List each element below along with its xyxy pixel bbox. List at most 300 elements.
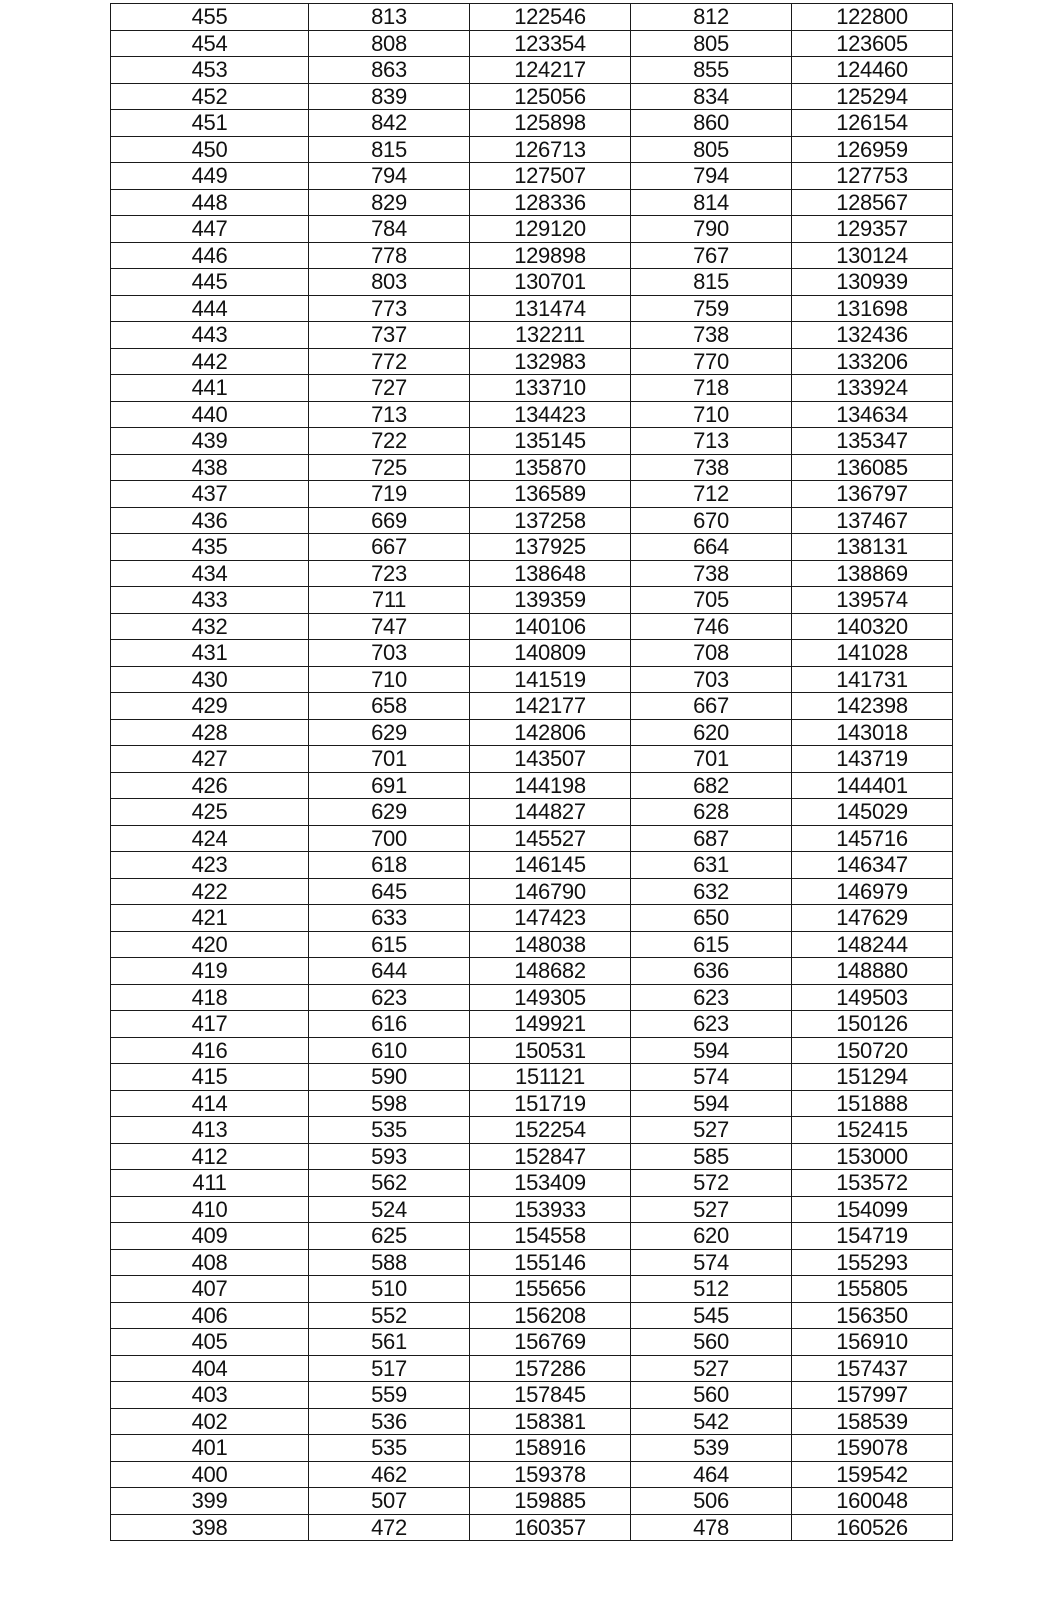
cumulative-cell-b: 155293: [792, 1249, 953, 1276]
count-cell-b: 834: [631, 83, 792, 110]
table-row: [111, 1488, 953, 1515]
count-cell-b: 718: [631, 375, 792, 402]
count-cell-b: 767: [631, 242, 792, 269]
count-cell-a: 725: [309, 454, 470, 481]
count-cell-b: 805: [631, 30, 792, 57]
cumulative-cell-a: 156769: [470, 1329, 631, 1356]
count-cell-b: 506: [631, 1488, 792, 1515]
cumulative-cell-a: 129898: [470, 242, 631, 269]
cumulative-cell-b: 154099: [792, 1196, 953, 1223]
cumulative-cell-a: 159378: [470, 1461, 631, 1488]
score-cell: 438: [111, 454, 309, 481]
table-row: [111, 481, 953, 508]
table-row: [111, 534, 953, 561]
count-cell-a: 794: [309, 163, 470, 190]
score-cell: 412: [111, 1143, 309, 1170]
cumulative-cell-a: 125898: [470, 110, 631, 137]
cumulative-cell-a: 152847: [470, 1143, 631, 1170]
table-row: [111, 852, 953, 879]
count-cell-a: 723: [309, 560, 470, 587]
count-cell-b: 705: [631, 587, 792, 614]
cumulative-cell-b: 160526: [792, 1514, 953, 1541]
cumulative-cell-a: 125056: [470, 83, 631, 110]
score-cell: 409: [111, 1223, 309, 1250]
cumulative-cell-a: 153409: [470, 1170, 631, 1197]
count-cell-b: 710: [631, 401, 792, 428]
count-cell-a: 588: [309, 1249, 470, 1276]
cumulative-cell-b: 144401: [792, 772, 953, 799]
cumulative-cell-b: 126959: [792, 136, 953, 163]
score-cell: 405: [111, 1329, 309, 1356]
cumulative-cell-b: 141028: [792, 640, 953, 667]
table-row: [111, 1355, 953, 1382]
count-cell-b: 464: [631, 1461, 792, 1488]
cumulative-cell-a: 151719: [470, 1090, 631, 1117]
score-cell: 419: [111, 958, 309, 985]
count-cell-a: 839: [309, 83, 470, 110]
score-cell: 422: [111, 878, 309, 905]
cumulative-cell-a: 129120: [470, 216, 631, 243]
table-row: [111, 163, 953, 190]
score-cell: 453: [111, 57, 309, 84]
table-row: [111, 1461, 953, 1488]
count-cell-b: 527: [631, 1355, 792, 1382]
cumulative-cell-a: 139359: [470, 587, 631, 614]
score-cell: 408: [111, 1249, 309, 1276]
score-cell: 439: [111, 428, 309, 455]
score-cell: 416: [111, 1037, 309, 1064]
cumulative-cell-b: 151294: [792, 1064, 953, 1091]
count-cell-b: 594: [631, 1037, 792, 1064]
cumulative-cell-a: 145527: [470, 825, 631, 852]
count-cell-a: 590: [309, 1064, 470, 1091]
count-cell-a: 644: [309, 958, 470, 985]
score-cell: 406: [111, 1302, 309, 1329]
count-cell-b: 738: [631, 560, 792, 587]
table-row: [111, 242, 953, 269]
cumulative-cell-a: 157845: [470, 1382, 631, 1409]
score-cell: 455: [111, 4, 309, 31]
cumulative-cell-b: 159078: [792, 1435, 953, 1462]
cumulative-cell-a: 134423: [470, 401, 631, 428]
cumulative-cell-a: 151121: [470, 1064, 631, 1091]
cumulative-cell-a: 123354: [470, 30, 631, 57]
cumulative-cell-a: 159885: [470, 1488, 631, 1515]
cumulative-cell-b: 146347: [792, 852, 953, 879]
score-cell: 424: [111, 825, 309, 852]
count-cell-b: 620: [631, 1223, 792, 1250]
table-row: [111, 560, 953, 587]
table-row: [111, 693, 953, 720]
cumulative-cell-b: 145029: [792, 799, 953, 826]
cumulative-cell-b: 148880: [792, 958, 953, 985]
table-row: [111, 984, 953, 1011]
table-row: [111, 189, 953, 216]
score-cell: 431: [111, 640, 309, 667]
count-cell-a: 535: [309, 1435, 470, 1462]
table-row: [111, 878, 953, 905]
table-row: [111, 322, 953, 349]
count-cell-b: 687: [631, 825, 792, 852]
score-cell: 433: [111, 587, 309, 614]
count-cell-a: 536: [309, 1408, 470, 1435]
cumulative-cell-a: 148038: [470, 931, 631, 958]
cumulative-cell-b: 150720: [792, 1037, 953, 1064]
score-cell: 417: [111, 1011, 309, 1038]
cumulative-cell-a: 155656: [470, 1276, 631, 1303]
count-cell-a: 561: [309, 1329, 470, 1356]
count-cell-b: 478: [631, 1514, 792, 1541]
cumulative-cell-b: 140320: [792, 613, 953, 640]
count-cell-b: 628: [631, 799, 792, 826]
score-cell: 452: [111, 83, 309, 110]
score-cell: 442: [111, 348, 309, 375]
count-cell-a: 462: [309, 1461, 470, 1488]
table-row: [111, 746, 953, 773]
cumulative-cell-a: 135145: [470, 428, 631, 455]
count-cell-a: 691: [309, 772, 470, 799]
count-cell-b: 623: [631, 984, 792, 1011]
cumulative-cell-b: 151888: [792, 1090, 953, 1117]
cumulative-cell-b: 130939: [792, 269, 953, 296]
cumulative-cell-b: 154719: [792, 1223, 953, 1250]
cumulative-cell-b: 137467: [792, 507, 953, 534]
cumulative-cell-b: 153572: [792, 1170, 953, 1197]
score-cell: 398: [111, 1514, 309, 1541]
cumulative-cell-a: 132983: [470, 348, 631, 375]
score-cell: 445: [111, 269, 309, 296]
score-cell: 404: [111, 1355, 309, 1382]
score-cell: 427: [111, 746, 309, 773]
cumulative-cell-a: 143507: [470, 746, 631, 773]
count-cell-b: 539: [631, 1435, 792, 1462]
count-cell-a: 713: [309, 401, 470, 428]
cumulative-cell-a: 146790: [470, 878, 631, 905]
table-row: [111, 1090, 953, 1117]
count-cell-a: 625: [309, 1223, 470, 1250]
score-cell: 414: [111, 1090, 309, 1117]
cumulative-cell-b: 159542: [792, 1461, 953, 1488]
count-cell-b: 746: [631, 613, 792, 640]
score-cell: 440: [111, 401, 309, 428]
cumulative-cell-b: 139574: [792, 587, 953, 614]
score-cell: 425: [111, 799, 309, 826]
cumulative-cell-b: 128567: [792, 189, 953, 216]
count-cell-a: 703: [309, 640, 470, 667]
table-row: [111, 719, 953, 746]
count-cell-a: 863: [309, 57, 470, 84]
count-cell-a: 700: [309, 825, 470, 852]
count-cell-b: 790: [631, 216, 792, 243]
cumulative-cell-b: 148244: [792, 931, 953, 958]
score-cell: 430: [111, 666, 309, 693]
score-cell: 434: [111, 560, 309, 587]
table-row: [111, 1117, 953, 1144]
count-cell-a: 616: [309, 1011, 470, 1038]
table-row: [111, 30, 953, 57]
table-row: [111, 1170, 953, 1197]
count-cell-a: 737: [309, 322, 470, 349]
cumulative-cell-a: 144198: [470, 772, 631, 799]
count-cell-b: 623: [631, 1011, 792, 1038]
table-row: [111, 905, 953, 932]
cumulative-cell-b: 135347: [792, 428, 953, 455]
table-row: [111, 401, 953, 428]
count-cell-b: 636: [631, 958, 792, 985]
count-cell-a: 615: [309, 931, 470, 958]
cumulative-cell-a: 136589: [470, 481, 631, 508]
score-cell: 448: [111, 189, 309, 216]
count-cell-a: 711: [309, 587, 470, 614]
cumulative-cell-b: 138869: [792, 560, 953, 587]
cumulative-cell-b: 156350: [792, 1302, 953, 1329]
score-cell: 421: [111, 905, 309, 932]
cumulative-cell-b: 158539: [792, 1408, 953, 1435]
count-cell-a: 778: [309, 242, 470, 269]
cumulative-cell-b: 142398: [792, 693, 953, 720]
table-body: [111, 4, 953, 1541]
cumulative-cell-b: 130124: [792, 242, 953, 269]
table-row: [111, 772, 953, 799]
cumulative-cell-a: 126713: [470, 136, 631, 163]
count-cell-b: 574: [631, 1064, 792, 1091]
count-cell-b: 594: [631, 1090, 792, 1117]
cumulative-cell-b: 156910: [792, 1329, 953, 1356]
count-cell-b: 542: [631, 1408, 792, 1435]
score-cell: 435: [111, 534, 309, 561]
count-cell-a: 559: [309, 1382, 470, 1409]
table-row: [111, 1143, 953, 1170]
cumulative-cell-b: 160048: [792, 1488, 953, 1515]
count-cell-b: 703: [631, 666, 792, 693]
count-cell-b: 527: [631, 1117, 792, 1144]
table-row: [111, 1408, 953, 1435]
count-cell-b: 650: [631, 905, 792, 932]
count-cell-a: 727: [309, 375, 470, 402]
cumulative-cell-a: 122546: [470, 4, 631, 31]
cumulative-cell-a: 133710: [470, 375, 631, 402]
score-cell: 399: [111, 1488, 309, 1515]
score-distribution-table: [110, 3, 953, 1541]
table-row: [111, 507, 953, 534]
count-cell-a: 633: [309, 905, 470, 932]
count-cell-b: 712: [631, 481, 792, 508]
score-cell: 418: [111, 984, 309, 1011]
cumulative-cell-a: 140106: [470, 613, 631, 640]
table-row: [111, 931, 953, 958]
cumulative-cell-b: 131698: [792, 295, 953, 322]
table-row: [111, 83, 953, 110]
score-cell: 454: [111, 30, 309, 57]
count-cell-a: 618: [309, 852, 470, 879]
cumulative-cell-b: 122800: [792, 4, 953, 31]
count-cell-a: 784: [309, 216, 470, 243]
cumulative-cell-a: 130701: [470, 269, 631, 296]
cumulative-cell-b: 132436: [792, 322, 953, 349]
count-cell-b: 585: [631, 1143, 792, 1170]
cumulative-cell-a: 127507: [470, 163, 631, 190]
cumulative-cell-b: 136085: [792, 454, 953, 481]
count-cell-b: 527: [631, 1196, 792, 1223]
cumulative-cell-a: 131474: [470, 295, 631, 322]
cumulative-cell-a: 132211: [470, 322, 631, 349]
score-cell: 410: [111, 1196, 309, 1223]
count-cell-a: 598: [309, 1090, 470, 1117]
cumulative-cell-a: 156208: [470, 1302, 631, 1329]
count-cell-a: 535: [309, 1117, 470, 1144]
score-cell: 441: [111, 375, 309, 402]
cumulative-cell-b: 124460: [792, 57, 953, 84]
score-cell: 401: [111, 1435, 309, 1462]
count-cell-a: 629: [309, 719, 470, 746]
score-cell: 400: [111, 1461, 309, 1488]
count-cell-b: 620: [631, 719, 792, 746]
cumulative-cell-a: 142806: [470, 719, 631, 746]
score-cell: 437: [111, 481, 309, 508]
score-cell: 432: [111, 613, 309, 640]
count-cell-b: 572: [631, 1170, 792, 1197]
count-cell-b: 560: [631, 1329, 792, 1356]
score-cell: 428: [111, 719, 309, 746]
cumulative-cell-a: 157286: [470, 1355, 631, 1382]
count-cell-a: 815: [309, 136, 470, 163]
cumulative-cell-a: 148682: [470, 958, 631, 985]
table-row: [111, 348, 953, 375]
cumulative-cell-b: 127753: [792, 163, 953, 190]
table-row: [111, 1329, 953, 1356]
score-cell: 443: [111, 322, 309, 349]
count-cell-b: 770: [631, 348, 792, 375]
count-cell-a: 552: [309, 1302, 470, 1329]
count-cell-b: 545: [631, 1302, 792, 1329]
cumulative-cell-b: 155805: [792, 1276, 953, 1303]
cumulative-cell-a: 137258: [470, 507, 631, 534]
count-cell-a: 719: [309, 481, 470, 508]
score-cell: 420: [111, 931, 309, 958]
count-cell-a: 773: [309, 295, 470, 322]
count-cell-a: 722: [309, 428, 470, 455]
cumulative-cell-a: 138648: [470, 560, 631, 587]
table-row: [111, 1223, 953, 1250]
cumulative-cell-a: 137925: [470, 534, 631, 561]
cumulative-cell-a: 149305: [470, 984, 631, 1011]
table-row: [111, 1435, 953, 1462]
count-cell-a: 645: [309, 878, 470, 905]
count-cell-b: 794: [631, 163, 792, 190]
table-row: [111, 825, 953, 852]
count-cell-a: 658: [309, 693, 470, 720]
count-cell-b: 738: [631, 454, 792, 481]
table-row: [111, 1382, 953, 1409]
cumulative-cell-a: 149921: [470, 1011, 631, 1038]
score-cell: 403: [111, 1382, 309, 1409]
count-cell-b: 512: [631, 1276, 792, 1303]
count-cell-b: 713: [631, 428, 792, 455]
table-row: [111, 269, 953, 296]
cumulative-cell-a: 144827: [470, 799, 631, 826]
count-cell-b: 701: [631, 746, 792, 773]
cumulative-cell-b: 129357: [792, 216, 953, 243]
table-row: [111, 454, 953, 481]
table-row: [111, 666, 953, 693]
score-cell: 413: [111, 1117, 309, 1144]
table-row: [111, 1064, 953, 1091]
table-row: [111, 640, 953, 667]
count-cell-b: 682: [631, 772, 792, 799]
cumulative-cell-b: 150126: [792, 1011, 953, 1038]
table-row: [111, 1011, 953, 1038]
cumulative-cell-a: 147423: [470, 905, 631, 932]
count-cell-a: 829: [309, 189, 470, 216]
cumulative-cell-b: 153000: [792, 1143, 953, 1170]
cumulative-cell-b: 152415: [792, 1117, 953, 1144]
cumulative-cell-a: 160357: [470, 1514, 631, 1541]
cumulative-cell-b: 123605: [792, 30, 953, 57]
count-cell-a: 510: [309, 1276, 470, 1303]
table-row: [111, 1302, 953, 1329]
table-row: [111, 216, 953, 243]
cumulative-cell-a: 153933: [470, 1196, 631, 1223]
count-cell-a: 472: [309, 1514, 470, 1541]
table-row: [111, 1249, 953, 1276]
table-row: [111, 110, 953, 137]
cumulative-cell-a: 155146: [470, 1249, 631, 1276]
count-cell-a: 813: [309, 4, 470, 31]
cumulative-cell-b: 157437: [792, 1355, 953, 1382]
count-cell-b: 814: [631, 189, 792, 216]
count-cell-b: 631: [631, 852, 792, 879]
count-cell-a: 629: [309, 799, 470, 826]
count-cell-b: 632: [631, 878, 792, 905]
count-cell-b: 664: [631, 534, 792, 561]
cumulative-cell-b: 136797: [792, 481, 953, 508]
score-cell: 436: [111, 507, 309, 534]
score-cell: 411: [111, 1170, 309, 1197]
table-row: [111, 1037, 953, 1064]
count-cell-b: 860: [631, 110, 792, 137]
count-cell-a: 623: [309, 984, 470, 1011]
count-cell-b: 670: [631, 507, 792, 534]
cumulative-cell-a: 140809: [470, 640, 631, 667]
score-cell: 450: [111, 136, 309, 163]
count-cell-a: 517: [309, 1355, 470, 1382]
count-cell-b: 855: [631, 57, 792, 84]
score-cell: 426: [111, 772, 309, 799]
cumulative-cell-a: 150531: [470, 1037, 631, 1064]
cumulative-cell-a: 141519: [470, 666, 631, 693]
table-row: [111, 4, 953, 31]
table-row: [111, 958, 953, 985]
score-cell: 402: [111, 1408, 309, 1435]
cumulative-cell-b: 138131: [792, 534, 953, 561]
table-row: [111, 799, 953, 826]
count-cell-b: 560: [631, 1382, 792, 1409]
count-cell-a: 842: [309, 110, 470, 137]
score-cell: 423: [111, 852, 309, 879]
count-cell-b: 667: [631, 693, 792, 720]
count-cell-a: 772: [309, 348, 470, 375]
score-cell: 446: [111, 242, 309, 269]
count-cell-a: 710: [309, 666, 470, 693]
count-cell-b: 812: [631, 4, 792, 31]
score-cell: 407: [111, 1276, 309, 1303]
table-row: [111, 295, 953, 322]
cumulative-cell-a: 124217: [470, 57, 631, 84]
score-cell: 429: [111, 693, 309, 720]
cumulative-cell-b: 149503: [792, 984, 953, 1011]
count-cell-a: 593: [309, 1143, 470, 1170]
count-cell-a: 524: [309, 1196, 470, 1223]
